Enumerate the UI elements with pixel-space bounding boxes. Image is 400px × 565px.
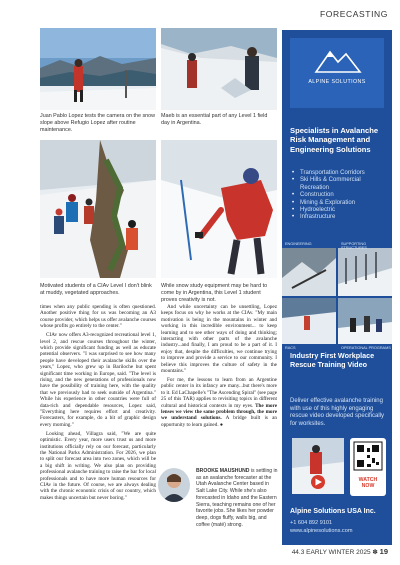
ad-logo-text: ALPINE SOLUTIONS xyxy=(308,79,366,85)
ad-training-body: Deliver effective avalanche training with use of this highly engaging rescue video developed specifically for worksites. xyxy=(290,398,385,427)
author-avatar xyxy=(158,468,190,502)
article-paragraph: times when any public spending is often questioned. Another positive thing for us was becoming an A3 course provider, which helps us offer avalanche courses whose profits go entirely to the center." xyxy=(40,304,156,330)
article-text: For me, the lessons to learn from an Argentine public center in its infancy are many...but there's more to it. Ed LaChapelle's "The Ascending Spiral" (see page 25 of this TAR) applies to revisiting topics in different cultural and historical contexts in my eyes. xyxy=(161,376,277,409)
ad-qr-panel[interactable] xyxy=(350,438,386,496)
caption-mid-right: While snow study equipment may be hard to come by in Argentina, this Level 1 student proves creativity is not. xyxy=(161,283,268,303)
ad-photo-label: ENGINEERING xyxy=(285,242,312,246)
article-text-end: A bridge built is an opportunity to learn gained. xyxy=(161,415,277,428)
caption-top-left: Juan Pablo Lopez tests the camera on the snow slope above Refugio Lopez after routine maintenance. xyxy=(40,113,156,133)
ad-photo-operational xyxy=(338,298,392,344)
ad-training-headline: Industry First Workplace Rescue Training Video xyxy=(290,351,375,369)
author-bio-text: is settling in as an avalanche forecaster at the Utah Avalanche Center based in Salt Lake City. While she's also forecasted in Idaho and the Eastern Sierra, teaching remains one of her favorite jobs. She likes her powder deep, dogs fluffy, walls big, and coffee (maté) strong. xyxy=(196,468,278,528)
author-bio xyxy=(196,468,278,528)
mountain-logo-icon xyxy=(290,38,384,78)
ad-video-thumbnail[interactable] xyxy=(292,438,344,494)
caption-mid-left: Motivated students of a CIAv Level I don't blink at muddy, vegetated approaches. xyxy=(40,283,152,296)
photo-students xyxy=(40,140,156,278)
watch-now-label[interactable]: WATCH NOW xyxy=(358,477,378,489)
article-column-2 xyxy=(161,304,277,431)
ad-photo-label: SUPPORTING STRUCTURES xyxy=(341,242,367,250)
page-number: 19 xyxy=(379,547,388,556)
ad-logo-panel xyxy=(290,38,384,108)
photo-camera-test xyxy=(40,28,156,110)
ad-phone[interactable]: +1 604 892 9101 xyxy=(290,520,333,526)
ad-photo-structures xyxy=(338,248,392,296)
ad-service-item: • Construction xyxy=(292,192,388,199)
issue-label: 44.3 EARLY WINTER 2025 xyxy=(291,549,371,556)
ad-headline: Specialists in Avalanche Risk Management and Engineering Solutions xyxy=(290,126,379,154)
ad-services-list xyxy=(292,170,388,222)
article-paragraph: Looking ahead, Villagra said, "We are quite optimistic. Every year, more users trust us and more institutions officially rely on our forecast, particularly the National Parks Administration. For 2026, we plan to split our forecast area into two zones, which will be a big shift in writing. We also plan on providing professional avalanche training to raise the bar for local professionals and to have more human resources for CIAv in the future. Of course, we are always dealing with the chronic economic crisis of our country, which makes things uncertain but never boring." xyxy=(40,430,156,501)
ad-service-item: • Mining & Exploration xyxy=(292,200,388,207)
ad-service-item: • Hydroelectric xyxy=(292,207,388,214)
article-paragraph: And while uncertainty can be unsettling, Lopez keeps focus on why he works at the CIAv. "My main motivation is being in the mountains in winter and working in this incredible environment... to keep learning and to see other ways of doing and thinking; interacting with other parts of the avalanche industry...and finally, I am proud to be a part of it. I enjoy that, despite the difficulties, we continue trying to improve and provide a service to our community. I believe this improves the culture of safety in the mountains." xyxy=(161,304,277,375)
ad-service-item: • Infrastructure xyxy=(292,214,388,221)
advertisement-alpine-solutions[interactable] xyxy=(282,30,392,545)
end-mark-icon: ● xyxy=(219,421,224,428)
ad-photo-label: OPERATIONAL PROGRAMS xyxy=(341,346,391,350)
article-column-1 xyxy=(40,304,156,504)
section-tag: FORECASTING xyxy=(320,9,388,19)
ad-photo-label: RACS xyxy=(285,346,296,350)
ad-service-item: • Transportation Corridors xyxy=(292,170,388,177)
photo-snow-study xyxy=(161,140,277,278)
qr-code-icon xyxy=(350,438,386,476)
ad-website-link[interactable]: www.alpinesolutions.com xyxy=(290,528,353,534)
article-bold-text: The more lenses we view the same problem through, the more we understand solutions. xyxy=(161,402,278,422)
article-paragraph xyxy=(161,377,277,428)
ad-company-name: Alpine Solutions USA Inc. xyxy=(290,508,376,515)
article-paragraph: CIAv now offers A3-recognized recreational level 1, level 2, and rescue courses throughout the winter, which provide significant funding as well as educate potential observers. "I was surprised to see how many people have developed their avalanche skills over the years," Lopez, who grew up in Bariloche but spent significant time working in Europe, said. "The level is rising, and the new generations of professionals now have the possibility of training here, with the quality that we previously had to seek outside of Argentina." While his experience in other countries were full of data-rich and dependable resources, Lopez said, "Everything here requires effort and creativity. Forecasters, for example, do a bit of graphic design every morning." xyxy=(40,332,156,428)
ad-service-item: • Ski Hills & Commercial Recreation xyxy=(292,177,388,192)
page-folio xyxy=(292,547,388,556)
caption-top-right: Maeb is an essential part of any Level 1 field day in Argentina. xyxy=(161,113,268,126)
author-name: BROOKE MAUSHUND xyxy=(196,468,250,474)
ad-photo-racs xyxy=(282,298,336,344)
gear-icon: ✽ xyxy=(372,549,378,556)
photo-maeb xyxy=(161,28,277,110)
ad-photo-engineering xyxy=(282,248,336,296)
